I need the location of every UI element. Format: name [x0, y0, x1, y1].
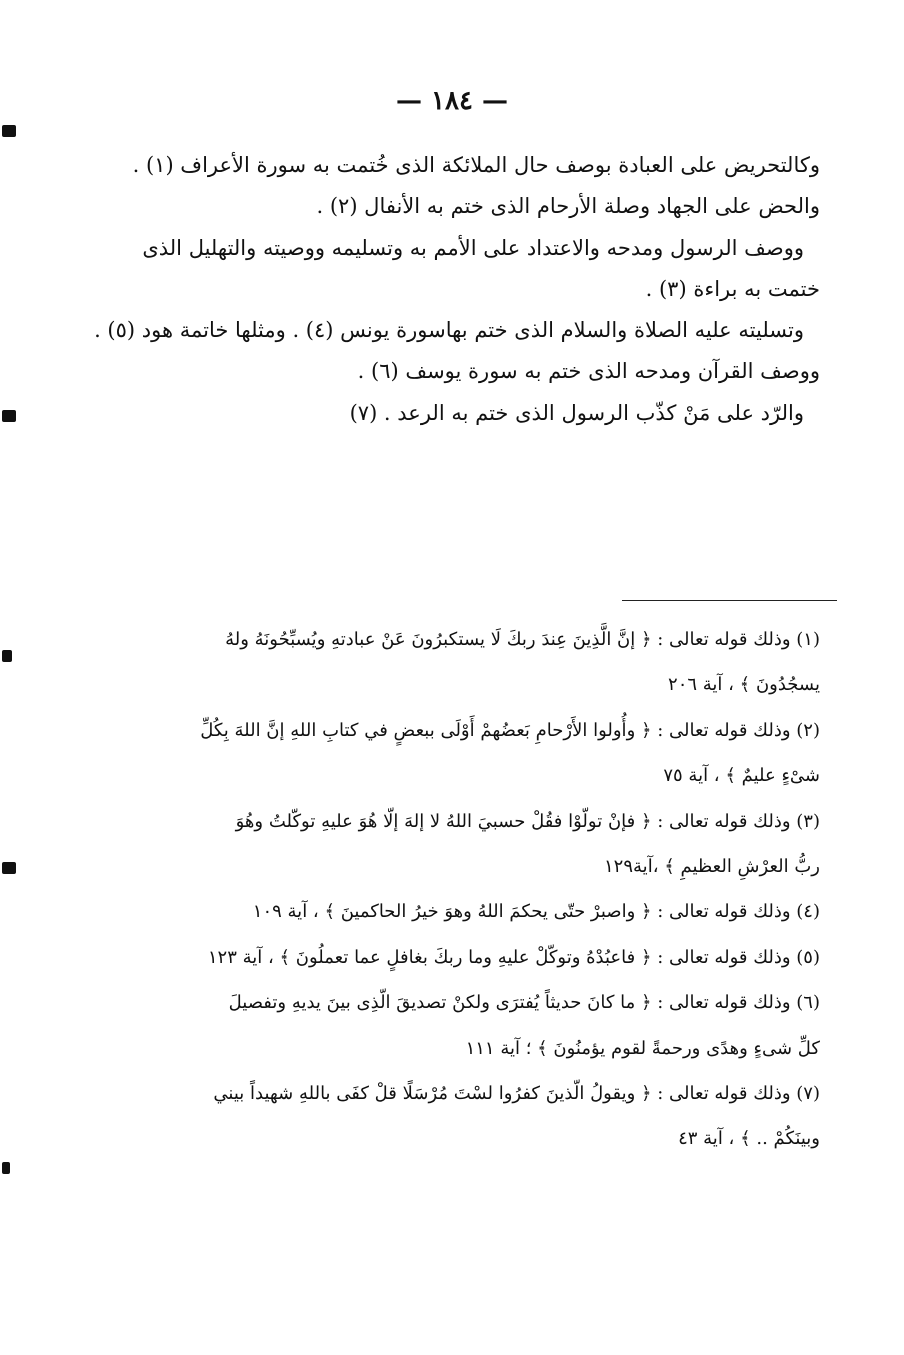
- body-line-3: ووصف الرسول ومدحه والاعتداد على الأمم به وتسليمه ووصيته والتهليل الذى: [142, 235, 804, 260]
- scan-margin-mark: [2, 862, 16, 874]
- footnotes: [90, 628, 820, 1151]
- body-line-6: ووصف القرآن ومدحه الذى ختم به سورة يوسف (٦) .: [357, 359, 820, 384]
- main-text: [94, 152, 820, 427]
- footnote-6-line-1: (٦) وذلك قوله تعالى : ﴿ ما كانَ حديثاً يُفترَى ولكنْ تصديقَ الّذِى بينَ يديهِ وتفصيلَ: [228, 992, 820, 1014]
- body-line-5: وتسليته عليه الصلاة والسلام الذى ختم بهاسورة يونس (٤) . ومثلها خاتمة هود (٥) .: [94, 318, 804, 343]
- footnote-2-line-1: (٢) وذلك قوله تعالى : ﴿ وأُولوا الأَرْحامِ بَعضُهمْ أَوْلَى ببعضٍ في كتابِ اللهِ إنَّ اللهَ بِكُلِّ: [200, 719, 820, 741]
- page-number: — ١٨٤ —: [395, 86, 509, 116]
- footnote-3-line-1: (٣) وذلك قوله تعالى : ﴿ فإنْ تولّوْا فقُلْ حسبيَ اللهُ لا إلهَ إلّا هُوَ عليهِ توكّلتُ وهُوَ: [235, 810, 820, 832]
- footnote-7-line-2: وبينَكُمْ .. ﴾ ، آية ٤٣: [678, 1128, 820, 1150]
- footnote-2-line-2: شىْءٍ عليمٌ ﴾ ، آية ٧٥: [663, 765, 820, 787]
- body-line-1: وكالتحريض على العبادة بوصف حال الملائكة الذى خُتمت به سورة الأعراف (١) .: [132, 153, 820, 177]
- scan-margin-mark: [2, 1162, 10, 1174]
- footnote-4: (٤) وذلك قوله تعالى : ﴿ واصبرْ حتّى يحكمَ اللهُ وهوَ خيرُ الحاكمينَ ﴾ ، آية ١٠٩: [252, 901, 820, 923]
- footnote-7-line-1: (٧) وذلك قوله تعالى : ﴿ ويقولُ الّذينَ كفرُوا لسْتَ مُرْسَلًا قلْ كفَى باللهِ شهيداً بيني: [213, 1082, 820, 1104]
- scan-margin-mark: [2, 650, 12, 662]
- body-line-7: والرّد على مَنْ كذّب الرسول الذى ختم به الرعد . (٧): [349, 400, 804, 425]
- footnote-3-line-2: ربُّ العرْشِ العظيمِ ﴾ ،آية١٢٩: [604, 855, 820, 877]
- footnote-6-line-2: كلِّ شىءٍ وهدًى ورحمةً لقوم يؤمنُونَ ﴾ ؛ آية ١١١: [465, 1037, 820, 1059]
- scan-margin-mark: [2, 125, 16, 137]
- body-line-4: ختمت به براءة (٣) .: [645, 276, 820, 301]
- footnote-5: (٥) وذلك قوله تعالى : ﴿ فاعبُدْهُ وتوكّلْ عليهِ وما ربكَ بغافلٍ عما تعملُونَ ﴾ ، آية ١٢٣: [207, 946, 820, 968]
- footnote-1-line-2: يسجُدُونَ ﴾ ، آية ٢٠٦: [668, 674, 820, 696]
- body-line-2: والحض على الجهاد وصلة الأرحام الذى ختم به الأنفال (٢) .: [316, 194, 820, 219]
- footnote-divider: [622, 600, 837, 601]
- footnote-1-line-1: (١) وذلك قوله تعالى : ﴿ إنَّ الَّذِينَ عِندَ ربكَ لَا يستكبرُونَ عَنْ عبادتهِ ويُسبِّحُونَهُ ولهُ: [225, 629, 820, 650]
- scan-margin-mark: [2, 410, 16, 422]
